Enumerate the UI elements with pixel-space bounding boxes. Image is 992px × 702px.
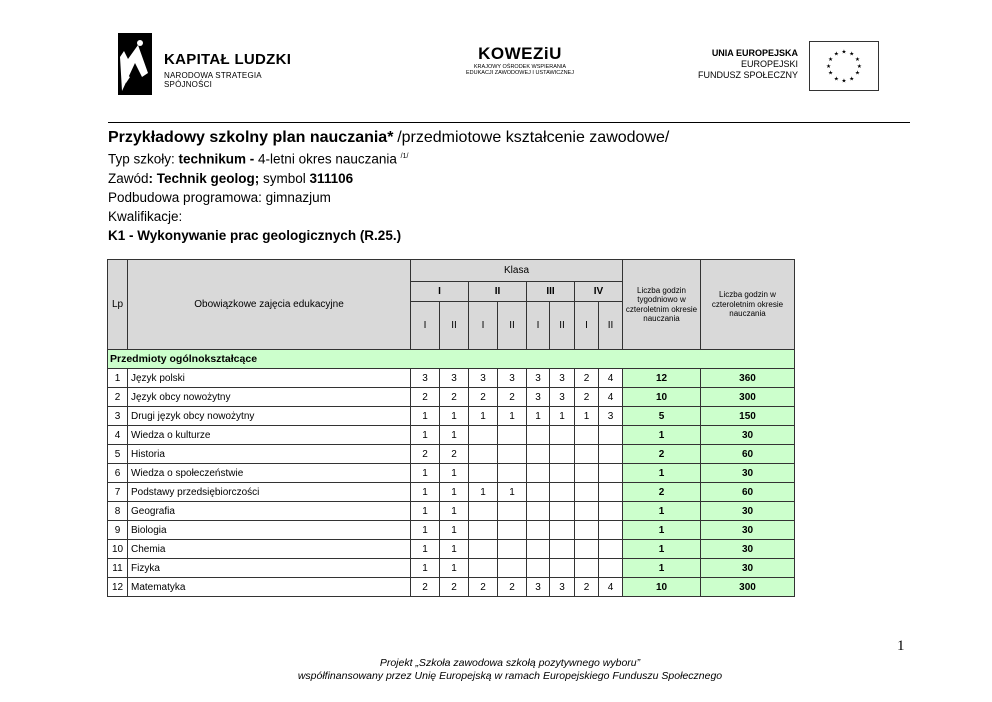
header-class-4: IV: [575, 282, 623, 302]
table-row: [108, 407, 795, 426]
row-semester-hours: 4: [599, 369, 623, 388]
curriculum-table: [107, 259, 795, 597]
row-weekly-hours: 2: [623, 483, 701, 502]
row-weekly-hours: 10: [623, 388, 701, 407]
row-lp: 6: [108, 464, 128, 483]
header-class-3: III: [527, 282, 575, 302]
row-lp: 1: [108, 369, 128, 388]
row-lp: 9: [108, 521, 128, 540]
row-semester-hours: [527, 559, 550, 578]
row-subject: Fizyka: [128, 559, 411, 578]
row-semester-hours: 1: [498, 483, 527, 502]
row-weekly-hours: 1: [623, 540, 701, 559]
kapital-ludzki-logo: [118, 33, 308, 95]
row-semester-hours: [527, 483, 550, 502]
row-total-hours: 30: [701, 464, 795, 483]
table-row: [108, 578, 795, 597]
row-semester-hours: 3: [469, 369, 498, 388]
eu-line3: FUNDUSZ SPOŁECZNY: [697, 70, 798, 80]
title-suffix: /przedmiotowe kształcenie zawodowe/: [397, 129, 670, 146]
row-total-hours: 30: [701, 426, 795, 445]
svg-text:★: ★: [827, 57, 834, 64]
footer: [200, 657, 820, 683]
header-semester: I: [527, 302, 550, 350]
row-semester-hours: 1: [411, 464, 440, 483]
row-semester-hours: 1: [411, 426, 440, 445]
header-semester: II: [440, 302, 469, 350]
row-semester-hours: 3: [599, 407, 623, 426]
row-total-hours: 150: [701, 407, 795, 426]
svg-text:★: ★: [827, 70, 834, 77]
kowezu-line2: EDUKACJI ZAWODOWEJ I USTAWICZNEJ: [466, 70, 574, 76]
row-semester-hours: [575, 521, 599, 540]
row-weekly-hours: 5: [623, 407, 701, 426]
qualifications-label: Kwalifikacje:: [108, 208, 183, 224]
svg-text:★: ★: [841, 78, 847, 85]
table-row: [108, 521, 795, 540]
row-semester-hours: [498, 464, 527, 483]
row-semester-hours: [527, 464, 550, 483]
svg-text:★: ★: [854, 70, 861, 77]
row-semester-hours: [575, 464, 599, 483]
row-semester-hours: [599, 426, 623, 445]
row-semester-hours: [575, 559, 599, 578]
school-type-value: technikum -: [178, 151, 259, 167]
row-semester-hours: 1: [411, 540, 440, 559]
header-lp: Lp: [108, 260, 128, 350]
row-semester-hours: 1: [440, 464, 469, 483]
svg-text:★: ★: [841, 49, 847, 56]
row-total-hours: 30: [701, 521, 795, 540]
row-semester-hours: 2: [411, 388, 440, 407]
kapital-ludzki-emblem-icon: [118, 33, 152, 95]
row-semester-hours: [599, 521, 623, 540]
row-semester-hours: 2: [440, 445, 469, 464]
row-semester-hours: 1: [411, 407, 440, 426]
row-semester-hours: 2: [411, 445, 440, 464]
title-main: Przykładowy szkolny plan nauczania*: [108, 129, 394, 146]
row-semester-hours: [599, 559, 623, 578]
row-semester-hours: [498, 502, 527, 521]
row-semester-hours: 1: [469, 407, 498, 426]
row-lp: 2: [108, 388, 128, 407]
row-subject: Podstawy przedsiębiorczości: [128, 483, 411, 502]
row-semester-hours: 4: [599, 388, 623, 407]
row-subject: Geografia: [128, 502, 411, 521]
row-weekly-hours: 1: [623, 521, 701, 540]
row-semester-hours: 3: [527, 578, 550, 597]
header-semester: I: [575, 302, 599, 350]
kapital-ludzki-subtitle: NARODOWA STRATEGIA SPÓJNOŚCI: [164, 71, 262, 89]
row-subject: Wiedza o kulturze: [128, 426, 411, 445]
table-row: [108, 369, 795, 388]
header-semester: II: [498, 302, 527, 350]
row-weekly-hours: 10: [623, 578, 701, 597]
row-semester-hours: 1: [498, 407, 527, 426]
profession-label: Zawód: [108, 170, 149, 186]
row-total-hours: 60: [701, 483, 795, 502]
row-semester-hours: [527, 540, 550, 559]
row-subject: Historia: [128, 445, 411, 464]
row-semester-hours: [575, 483, 599, 502]
footer-line2: współfinansowany przez Unię Europejską w ramach Europejskiego Funduszu Społecznego: [297, 670, 723, 682]
header-class-1: I: [411, 282, 469, 302]
row-semester-hours: 3: [411, 369, 440, 388]
row-semester-hours: 1: [575, 407, 599, 426]
svg-text:★: ★: [826, 63, 832, 70]
eu-fund-text: [688, 48, 798, 81]
symbol-value: 311106: [309, 170, 354, 186]
row-subject: Drugi język obcy nowożytny: [128, 407, 411, 426]
row-semester-hours: [550, 464, 575, 483]
table-row: [108, 483, 795, 502]
row-weekly-hours: 1: [623, 559, 701, 578]
row-semester-hours: 2: [575, 578, 599, 597]
row-semester-hours: [599, 464, 623, 483]
kapital-ludzki-title: KAPITAŁ LUDZKI: [164, 51, 292, 68]
row-semester-hours: 3: [550, 369, 575, 388]
row-semester-hours: 3: [527, 369, 550, 388]
table-row: [108, 502, 795, 521]
row-semester-hours: [498, 426, 527, 445]
row-weekly-hours: 12: [623, 369, 701, 388]
row-semester-hours: 1: [411, 559, 440, 578]
row-total-hours: 360: [701, 369, 795, 388]
row-semester-hours: [599, 540, 623, 559]
row-semester-hours: [527, 445, 550, 464]
row-semester-hours: [469, 502, 498, 521]
row-semester-hours: 1: [440, 559, 469, 578]
row-semester-hours: 1: [527, 407, 550, 426]
row-total-hours: 30: [701, 540, 795, 559]
table-row: [108, 426, 795, 445]
row-semester-hours: [527, 426, 550, 445]
header-klasa: Klasa: [411, 260, 623, 282]
row-lp: 10: [108, 540, 128, 559]
program-basis: Podbudowa programowa: gimnazjum: [108, 189, 331, 205]
row-semester-hours: [550, 502, 575, 521]
row-semester-hours: 1: [440, 483, 469, 502]
row-semester-hours: [469, 521, 498, 540]
row-semester-hours: [575, 540, 599, 559]
page-number: 1: [897, 638, 905, 654]
table-row: [108, 445, 795, 464]
row-weekly-hours: 2: [623, 445, 701, 464]
row-lp: 11: [108, 559, 128, 578]
header-weekly-hours: Liczba godzin tygodniowo w czteroletnim okresie nauczania: [623, 260, 701, 350]
row-subject: Wiedza o społeczeństwie: [128, 464, 411, 483]
row-semester-hours: 4: [599, 578, 623, 597]
svg-text:★: ★: [849, 76, 855, 83]
row-semester-hours: [599, 483, 623, 502]
eu-line1: UNIA EUROPEJSKA: [711, 48, 798, 58]
row-semester-hours: 1: [440, 521, 469, 540]
row-subject: Matematyka: [128, 578, 411, 597]
row-semester-hours: [498, 540, 527, 559]
row-semester-hours: [575, 445, 599, 464]
row-semester-hours: [498, 559, 527, 578]
row-weekly-hours: 1: [623, 464, 701, 483]
row-semester-hours: [527, 502, 550, 521]
row-semester-hours: 3: [440, 369, 469, 388]
row-semester-hours: [498, 445, 527, 464]
row-semester-hours: [469, 445, 498, 464]
row-semester-hours: [599, 502, 623, 521]
row-semester-hours: 1: [440, 407, 469, 426]
row-semester-hours: 3: [498, 369, 527, 388]
row-semester-hours: 1: [440, 502, 469, 521]
table-row: [108, 388, 795, 407]
row-semester-hours: [469, 426, 498, 445]
row-semester-hours: 2: [498, 578, 527, 597]
row-semester-hours: [469, 559, 498, 578]
page-title: [108, 128, 669, 147]
footer-line1: Projekt „Szkoła zawodowa szkołą pozytywnego wyboru”: [379, 657, 641, 669]
svg-text:★: ★: [849, 51, 855, 58]
header-subject: Obowiązkowe zajęcia edukacyjne: [128, 260, 411, 350]
row-semester-hours: [550, 559, 575, 578]
row-weekly-hours: 1: [623, 426, 701, 445]
row-semester-hours: 1: [411, 521, 440, 540]
table-row: [108, 540, 795, 559]
row-total-hours: 30: [701, 559, 795, 578]
row-weekly-hours: 1: [623, 502, 701, 521]
row-lp: 5: [108, 445, 128, 464]
row-semester-hours: 3: [550, 388, 575, 407]
row-total-hours: 300: [701, 578, 795, 597]
section-general-subjects: Przedmioty ogólnokształcące: [108, 350, 795, 369]
row-semester-hours: 1: [440, 426, 469, 445]
row-semester-hours: 2: [440, 388, 469, 407]
row-semester-hours: [599, 445, 623, 464]
eu-line2: EUROPEJSKI: [740, 59, 798, 69]
row-semester-hours: [575, 502, 599, 521]
row-semester-hours: [550, 483, 575, 502]
row-total-hours: 300: [701, 388, 795, 407]
row-semester-hours: 2: [469, 578, 498, 597]
row-semester-hours: 1: [440, 540, 469, 559]
row-semester-hours: 2: [411, 578, 440, 597]
symbol-label: symbol: [259, 170, 310, 186]
header-semester: II: [599, 302, 623, 350]
row-semester-hours: 2: [440, 578, 469, 597]
row-semester-hours: 2: [575, 369, 599, 388]
row-semester-hours: 2: [498, 388, 527, 407]
table-row: [108, 559, 795, 578]
header-semester: I: [469, 302, 498, 350]
row-semester-hours: 1: [469, 483, 498, 502]
kowezu-logo: [465, 44, 575, 94]
table-row: [108, 464, 795, 483]
profession-line: [108, 169, 669, 188]
row-semester-hours: 3: [527, 388, 550, 407]
row-subject: Język polski: [128, 369, 411, 388]
svg-text:★: ★: [854, 57, 861, 64]
qualification-k1: K1 - Wykonywanie prac geologicznych (R.25.): [108, 227, 402, 243]
svg-text:★: ★: [856, 63, 862, 70]
row-semester-hours: [550, 521, 575, 540]
eu-flag-icon: [809, 41, 879, 91]
header-semester: I: [411, 302, 440, 350]
row-lp: 12: [108, 578, 128, 597]
row-semester-hours: 2: [469, 388, 498, 407]
row-lp: 3: [108, 407, 128, 426]
row-subject: Chemia: [128, 540, 411, 559]
row-semester-hours: 2: [575, 388, 599, 407]
header-semester: II: [550, 302, 575, 350]
school-type-duration: 4-letni okres nauczania: [258, 151, 401, 167]
row-subject: Biologia: [128, 521, 411, 540]
kowezu-name: KOWEZiU: [478, 44, 562, 63]
row-semester-hours: 1: [411, 483, 440, 502]
row-semester-hours: [575, 426, 599, 445]
row-semester-hours: [550, 426, 575, 445]
profession-value: : Technik geolog;: [148, 170, 260, 186]
row-semester-hours: [469, 464, 498, 483]
row-semester-hours: 1: [411, 502, 440, 521]
header-divider: [108, 122, 910, 123]
kowezu-line1: KRAJOWY OŚRODEK WSPIERANIA: [473, 64, 567, 70]
header-class-2: II: [469, 282, 527, 302]
document-title-block: [108, 128, 669, 245]
row-semester-hours: 1: [550, 407, 575, 426]
school-type-footnote: /1/: [400, 153, 409, 160]
row-subject: Język obcy nowożytny: [128, 388, 411, 407]
row-semester-hours: [550, 445, 575, 464]
row-lp: 4: [108, 426, 128, 445]
row-semester-hours: 3: [550, 578, 575, 597]
svg-text:★: ★: [833, 51, 839, 58]
row-lp: 7: [108, 483, 128, 502]
svg-text:★: ★: [833, 76, 839, 83]
header-total-hours: Liczba godzin w czteroletnim okresie nauczania: [701, 260, 795, 350]
row-total-hours: 30: [701, 502, 795, 521]
row-lp: 8: [108, 502, 128, 521]
row-total-hours: 60: [701, 445, 795, 464]
school-type-line: [108, 147, 669, 169]
row-semester-hours: [498, 521, 527, 540]
row-semester-hours: [469, 540, 498, 559]
row-semester-hours: [527, 521, 550, 540]
row-semester-hours: [550, 540, 575, 559]
school-type-label: Typ szkoły:: [108, 151, 179, 167]
